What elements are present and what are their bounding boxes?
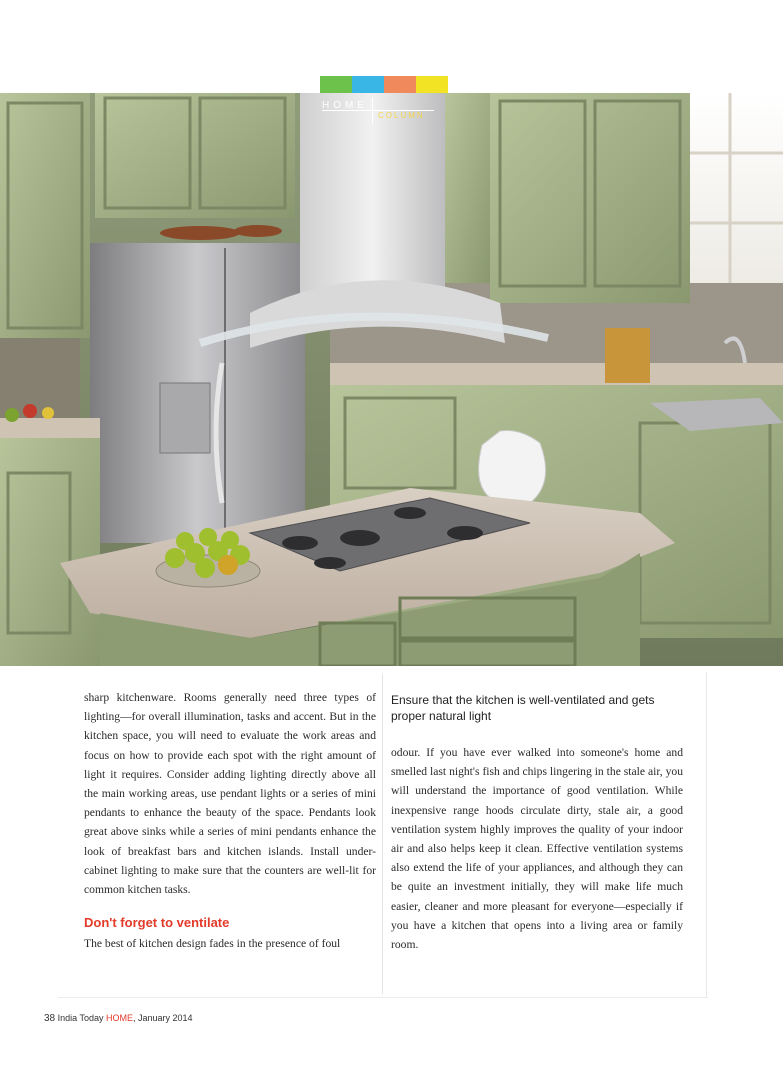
section-tag <box>322 98 434 124</box>
pull-quote: Ensure that the kitchen is well-ventilated and gets proper natural light <box>391 693 655 723</box>
section-tag-divider <box>372 98 373 124</box>
page-number: 38 <box>44 1013 56 1024</box>
orange-tab <box>384 76 416 93</box>
magazine-name: India Today <box>57 1013 107 1023</box>
body-paragraph: odour. If you have ever walked into someone's home and smelled last night's fish and chips lingering in the stale air, you will understand the importance of good ventilation. While inexpensive range hoods circulate dirty, stale air, a good ventilation system highly improves the quality of your indoor air and also helps keep it clean. Effective ventilation systems also extend the life of your appliances, and although they can be quite an investment initially, they will make life much easier, cleaner and more pleasant for everyone—especially if you have a kitchen that opens into a living area or family room. <box>391 746 683 952</box>
issue-date: , January 2014 <box>133 1013 193 1023</box>
footer-rule <box>58 997 708 998</box>
column-divider <box>382 674 383 994</box>
right-rule <box>706 672 707 998</box>
section-tag-column: COLUMN <box>378 111 425 120</box>
kitchen-photo <box>0 93 783 666</box>
magazine-brand: HOME <box>106 1013 134 1023</box>
color-tab-strip <box>320 76 448 93</box>
left-column <box>84 688 376 953</box>
right-column <box>391 743 683 954</box>
body-paragraph: The best of kitchen design fades in the presence of foul <box>84 937 341 951</box>
green-tab <box>320 76 352 93</box>
subheading: Don't forget to ventilate <box>84 915 230 931</box>
body-paragraph: sharp kitchenware. Rooms generally need three types of lighting—for overall illumination, tasks and accent. But in the kitchen space, you will need to evaluate the work areas and focus on how to provide each spot with the right amount of light it requires. Consider adding lighting directly above all the main working areas, use pendant lights or a series of mini pendants to enhance the beauty of the space. Pendants look great above sinks while a series of mini pendants enhance the look of breakfast bars and kitchen islands. Install under-cabinet lighting to make sure that the counters are well-lit for common kitchen tasks. <box>84 691 376 897</box>
page-folio <box>44 1013 193 1024</box>
blue-tab <box>352 76 384 93</box>
section-tag-home: HOME <box>322 100 368 111</box>
yellow-tab <box>416 76 448 93</box>
